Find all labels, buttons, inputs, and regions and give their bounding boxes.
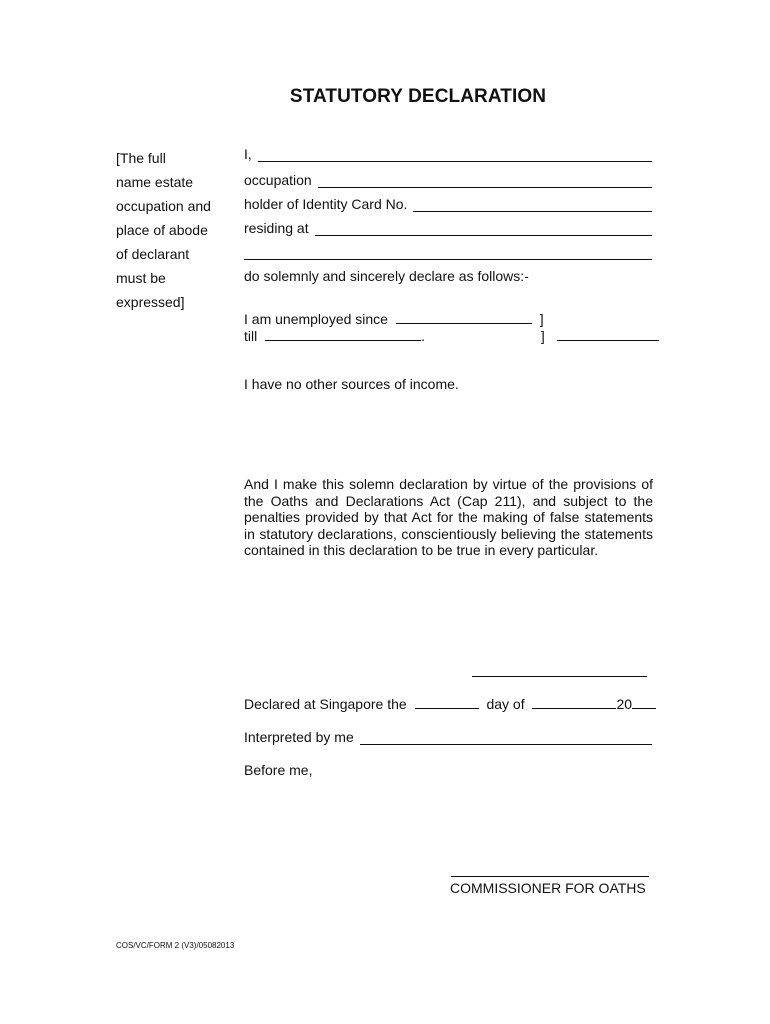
side-note-line: [The full [116,150,166,166]
no-income-line: I have no other sources of income. [244,376,459,392]
till-label: till [244,328,258,344]
residing-field[interactable] [315,221,652,236]
side-note-line: occupation and [116,198,211,214]
side-note-line: name estate [116,174,194,190]
commissioner-signature-line[interactable] [451,876,649,877]
before-me: Before me, [244,762,313,778]
declarant-signature-line[interactable] [472,676,647,677]
side-note-line: of declarant [116,246,190,262]
side-note-line: place of abode [116,222,208,238]
name-field[interactable] [258,147,652,162]
occupation-field[interactable] [318,173,652,188]
till-date-field[interactable] [265,327,421,341]
bracket: ] [540,328,545,344]
declare-line: do solemnly and sincerely declare as follows:- [244,268,529,284]
day-of-label: day of [486,696,525,712]
till-row [244,327,659,344]
ic-row [244,196,652,212]
ic-label: holder of Identity Card No. [244,196,408,212]
unemployed-since-row [244,310,544,327]
interpreted-row [244,729,652,745]
declared-prefix: Declared at Singapore the [244,696,407,712]
page-title: STATUTORY DECLARATION [289,86,547,107]
commissioner-label: COMMISSIONER FOR OATHS [450,880,646,896]
bracket: ] [539,311,544,327]
interpreted-label: Interpreted by me [244,729,354,745]
since-date-field[interactable] [396,310,532,324]
residing-label: residing at [244,220,309,236]
occupation-label: occupation [244,172,312,188]
since-label: I am unemployed since [244,311,388,327]
address-line-2[interactable] [244,259,652,260]
declared-row [244,695,656,712]
side-note-line: must be [116,270,166,286]
period: . [421,328,426,344]
month-field[interactable] [532,695,616,709]
interpreted-field[interactable] [360,730,652,745]
name-label: I, [244,146,252,162]
ic-field[interactable] [413,197,652,212]
occupation-row [244,172,652,188]
year-prefix: 20 [616,696,633,712]
side-note-line: expressed] [116,294,185,310]
day-field[interactable] [415,695,479,709]
form-code: COS/VC/FORM 2 (V3)/05082013 [116,941,235,950]
residing-row [244,220,652,236]
name-row [244,146,652,162]
side-note [116,146,236,314]
year-field[interactable] [632,695,656,709]
solemn-paragraph: And I make this solemn declaration by virtue of the provisions of the Oaths and Declarations Act (Cap 211), and subject to the penalties provided by that Act for the making of false statements in statutory declarations, conscientiously believing the statements contained in this declaration to be true in every particular. [244,476,653,559]
till-extra-field[interactable] [557,327,659,341]
